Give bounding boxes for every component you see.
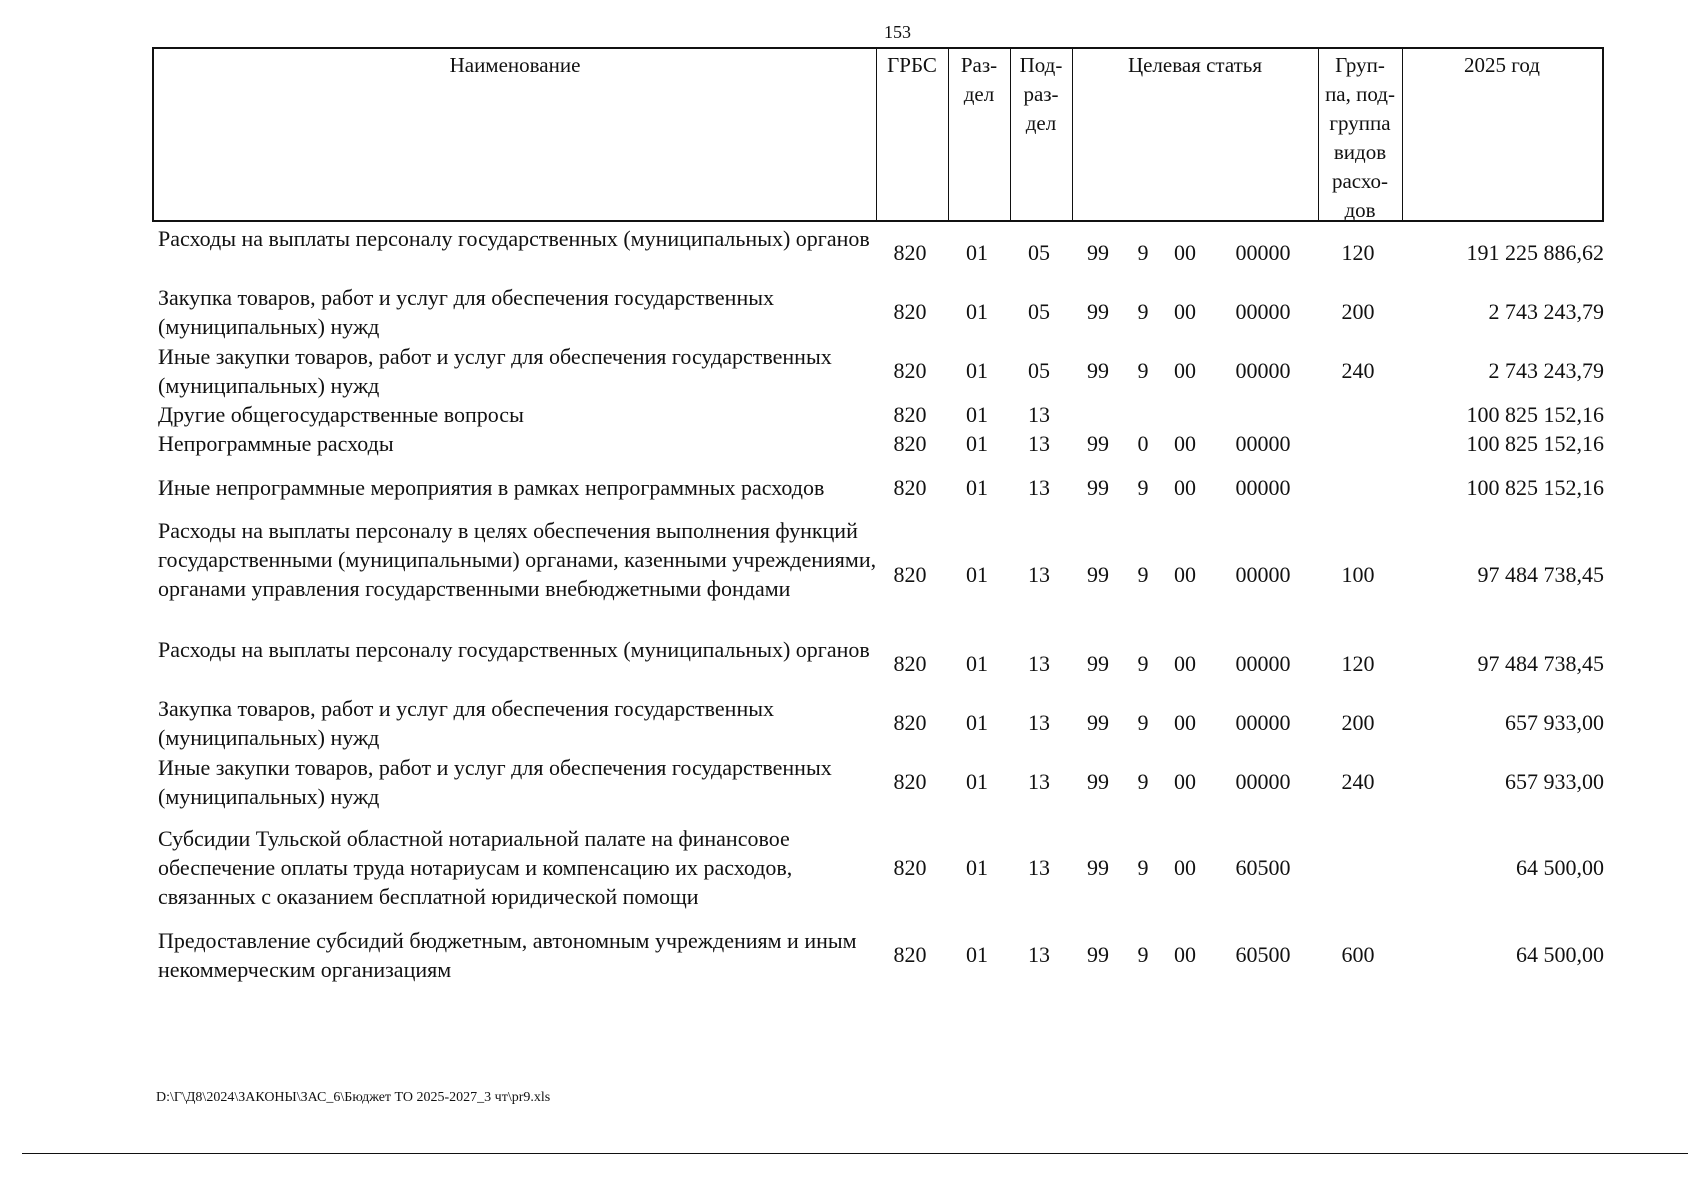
row-grbs: 820 <box>893 855 927 880</box>
row-podrazdel: 13 <box>1028 651 1050 676</box>
row-name: Иные закупки товаров, работ и услуг для обеспечения государственных (муниципальных) нужд <box>158 344 832 398</box>
row-name: Другие общегосударственные вопросы <box>158 402 524 427</box>
row-grbs: 820 <box>893 358 927 383</box>
row-target-event: 00 <box>1174 769 1196 794</box>
header-podrazdel <box>1010 51 1072 138</box>
row-razdel: 01 <box>966 431 988 456</box>
row-target-subprogram: 9 <box>1137 562 1149 587</box>
row-target-direction: 00000 <box>1235 562 1291 587</box>
row-name: Расходы на выплаты персоналу в целях обеспечения выполнения функций государственными (муниципальными) органами, казенными учреждениями, органами управления государственными внебюджетными фондами <box>158 518 877 601</box>
row-target-subprogram: 9 <box>1137 855 1149 880</box>
row-razdel: 01 <box>966 769 988 794</box>
row-grbs: 820 <box>893 710 927 735</box>
row-expense-group: 100 <box>1341 562 1375 587</box>
row-podrazdel: 13 <box>1028 402 1050 427</box>
row-target-direction: 00000 <box>1235 240 1291 265</box>
row-expense-group: 120 <box>1341 651 1375 676</box>
row-target-event: 00 <box>1174 475 1196 500</box>
row-name: Закупка товаров, работ и услуг для обеспечения государственных (муниципальных) нужд <box>158 285 775 339</box>
row-target-event: 00 <box>1174 942 1196 967</box>
row-target-event: 00 <box>1174 855 1196 880</box>
row-grbs: 820 <box>893 402 927 427</box>
table-row <box>152 473 1612 502</box>
row-amount: 100 825 152,16 <box>1466 402 1604 427</box>
row-target-direction: 00000 <box>1235 431 1291 456</box>
row-podrazdel: 13 <box>1028 562 1050 587</box>
row-razdel: 01 <box>966 710 988 735</box>
header-grbs: ГРБС <box>887 53 937 77</box>
header-podrazdel-line: раз- <box>1023 82 1059 106</box>
row-target-program: 99 <box>1087 942 1109 967</box>
row-target-program: 99 <box>1087 769 1109 794</box>
page-number: 153 <box>884 22 911 42</box>
row-target-direction: 60500 <box>1235 855 1291 880</box>
row-target-event: 00 <box>1174 710 1196 735</box>
row-target-program: 99 <box>1087 710 1109 735</box>
row-amount: 100 825 152,16 <box>1466 431 1604 456</box>
row-grbs: 820 <box>893 651 927 676</box>
table-row <box>152 694 1612 752</box>
row-target-program: 99 <box>1087 651 1109 676</box>
row-target-subprogram: 0 <box>1137 431 1149 456</box>
table-row <box>152 400 1612 429</box>
row-target-direction: 00000 <box>1235 358 1291 383</box>
row-name: Иные непрограммные мероприятия в рамках непрограммных расходов <box>158 475 825 500</box>
row-amount: 2 743 243,79 <box>1488 299 1604 324</box>
row-amount: 97 484 738,45 <box>1477 562 1604 587</box>
row-expense-group: 200 <box>1341 299 1375 324</box>
header-group <box>1318 51 1402 225</box>
row-amount: 64 500,00 <box>1516 942 1604 967</box>
bottom-divider <box>22 1153 1688 1154</box>
row-target-event: 00 <box>1174 240 1196 265</box>
row-razdel: 01 <box>966 475 988 500</box>
row-name: Субсидии Тульской областной нотариальной палате на финансовое обеспечение оплаты труда нотариусам и компенсацию их расходов, связанных с оказанием бесплатной юридической помощи <box>158 826 793 909</box>
header-podrazdel-line: Под- <box>1019 53 1063 77</box>
header-group-line: па, под- <box>1325 82 1395 106</box>
row-grbs: 820 <box>893 769 927 794</box>
header-year: 2025 год <box>1464 53 1540 77</box>
row-razdel: 01 <box>966 562 988 587</box>
row-podrazdel: 13 <box>1028 475 1050 500</box>
table-row <box>152 283 1612 341</box>
row-amount: 100 825 152,16 <box>1466 475 1604 500</box>
row-target-subprogram: 9 <box>1137 651 1149 676</box>
header-razdel-line: дел <box>963 82 995 106</box>
row-podrazdel: 05 <box>1028 240 1050 265</box>
row-target-event: 00 <box>1174 431 1196 456</box>
header-target: Целевая статья <box>1127 53 1263 77</box>
row-grbs: 820 <box>893 942 927 967</box>
row-target-program: 99 <box>1087 358 1109 383</box>
row-target-subprogram: 9 <box>1137 942 1149 967</box>
row-grbs: 820 <box>893 431 927 456</box>
table-row <box>152 926 1612 984</box>
row-target-subprogram: 9 <box>1137 240 1149 265</box>
row-amount: 657 933,00 <box>1505 710 1604 735</box>
row-razdel: 01 <box>966 402 988 427</box>
row-razdel: 01 <box>966 240 988 265</box>
row-amount: 191 225 886,62 <box>1466 240 1604 265</box>
row-name: Расходы на выплаты персоналу государственных (муниципальных) органов <box>158 226 870 251</box>
table-row <box>152 342 1612 400</box>
header-group-line: группа <box>1329 111 1391 135</box>
row-name: Расходы на выплаты персоналу государственных (муниципальных) органов <box>158 637 870 662</box>
row-target-direction: 00000 <box>1235 651 1291 676</box>
row-target-program: 99 <box>1087 299 1109 324</box>
row-target-subprogram: 9 <box>1137 710 1149 735</box>
row-expense-group: 200 <box>1341 710 1375 735</box>
row-razdel: 01 <box>966 942 988 967</box>
row-name: Предоставление субсидий бюджетным, автономным учреждениям и иным некоммерческим организациям <box>158 928 857 982</box>
row-razdel: 01 <box>966 358 988 383</box>
row-target-subprogram: 9 <box>1137 769 1149 794</box>
row-podrazdel: 13 <box>1028 710 1050 735</box>
row-amount: 64 500,00 <box>1516 855 1604 880</box>
row-amount: 657 933,00 <box>1505 769 1604 794</box>
header-group-line: расхо- <box>1331 169 1389 193</box>
row-razdel: 01 <box>966 651 988 676</box>
row-target-program: 99 <box>1087 855 1109 880</box>
header-group-line: Груп- <box>1335 53 1385 77</box>
row-target-direction: 60500 <box>1235 942 1291 967</box>
table-row <box>152 824 1612 912</box>
row-podrazdel: 05 <box>1028 358 1050 383</box>
table-row <box>152 224 1612 282</box>
row-target-event: 00 <box>1174 562 1196 587</box>
header-name: Наименование <box>449 53 581 77</box>
table-header <box>152 47 1604 222</box>
row-name: Иные закупки товаров, работ и услуг для обеспечения государственных (муниципальных) нужд <box>158 755 832 809</box>
row-target-direction: 00000 <box>1235 769 1291 794</box>
row-expense-group: 240 <box>1341 358 1375 383</box>
row-amount: 2 743 243,79 <box>1488 358 1604 383</box>
table-row <box>152 635 1612 693</box>
table-row <box>152 753 1612 811</box>
row-name: Непрограммные расходы <box>158 431 394 456</box>
row-podrazdel: 13 <box>1028 855 1050 880</box>
row-podrazdel: 13 <box>1028 769 1050 794</box>
row-target-program: 99 <box>1087 562 1109 587</box>
row-target-program: 99 <box>1087 431 1109 456</box>
row-grbs: 820 <box>893 475 927 500</box>
row-name: Закупка товаров, работ и услуг для обеспечения государственных (муниципальных) нужд <box>158 696 775 750</box>
row-podrazdel: 13 <box>1028 942 1050 967</box>
row-target-subprogram: 9 <box>1137 358 1149 383</box>
header-razdel <box>948 51 1010 109</box>
row-expense-group: 120 <box>1341 240 1375 265</box>
row-amount: 97 484 738,45 <box>1477 651 1604 676</box>
row-grbs: 820 <box>893 562 927 587</box>
row-razdel: 01 <box>966 855 988 880</box>
table-row <box>152 516 1612 633</box>
row-target-event: 00 <box>1174 358 1196 383</box>
row-expense-group: 600 <box>1341 942 1375 967</box>
header-group-line: дов <box>1344 198 1376 222</box>
header-group-line: видов <box>1333 140 1387 164</box>
file-path-footer: D:\Г\Д8\2024\ЗАКОНЫ\ЗАС_6\Бюджет ТО 2025-2027_3 чт\pr9.xls <box>156 1090 551 1105</box>
row-target-subprogram: 9 <box>1137 475 1149 500</box>
row-target-direction: 00000 <box>1235 475 1291 500</box>
row-expense-group: 240 <box>1341 769 1375 794</box>
row-grbs: 820 <box>893 299 927 324</box>
header-podrazdel-line: дел <box>1025 111 1057 135</box>
table-row <box>152 429 1612 458</box>
row-target-program: 99 <box>1087 240 1109 265</box>
row-razdel: 01 <box>966 299 988 324</box>
row-target-event: 00 <box>1174 299 1196 324</box>
row-target-subprogram: 9 <box>1137 299 1149 324</box>
row-target-direction: 00000 <box>1235 710 1291 735</box>
row-podrazdel: 05 <box>1028 299 1050 324</box>
row-grbs: 820 <box>893 240 927 265</box>
header-razdel-line: Раз- <box>960 53 998 77</box>
row-target-event: 00 <box>1174 651 1196 676</box>
row-target-direction: 00000 <box>1235 299 1291 324</box>
row-target-program: 99 <box>1087 475 1109 500</box>
row-podrazdel: 13 <box>1028 431 1050 456</box>
